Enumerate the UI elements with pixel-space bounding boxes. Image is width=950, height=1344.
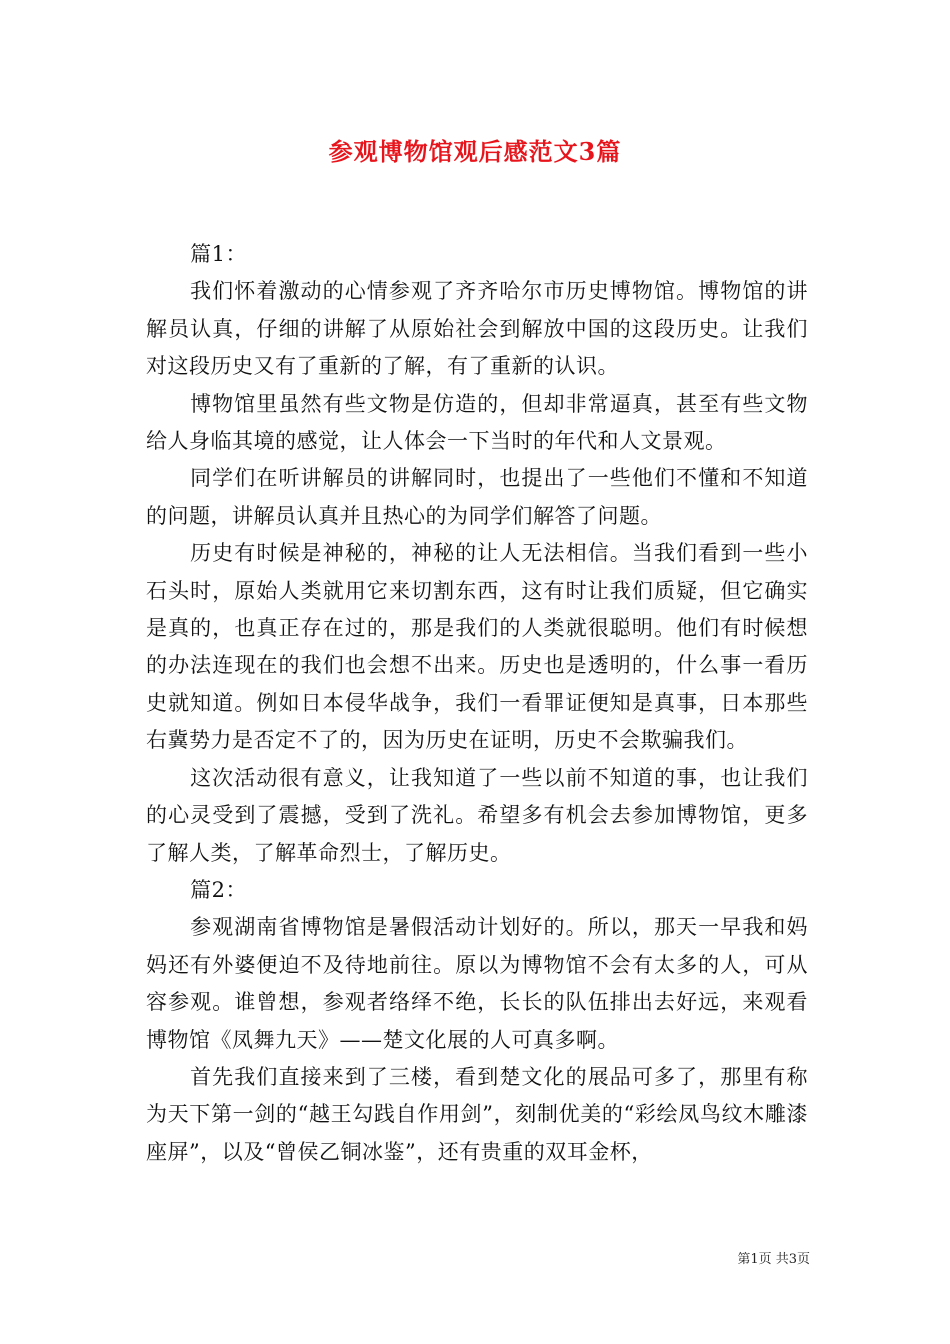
paragraph: 博物馆里虽然有些文物是仿造的，但却非常逼真，甚至有些文物给人身临其境的感觉，让人体会一下当时的年代和人文景观。: [146, 391, 808, 454]
paragraph: 这次活动很有意义，让我知道了一些以前不知道的事，也让我们的心灵受到了震撼，受到了洗礼。希望多有机会去参加博物馆，更多了解人类，了解革命烈士，了解历史。: [146, 765, 808, 865]
paragraph: 我们怀着激动的心情参观了齐齐哈尔市历史博物馆。博物馆的讲解员认真，仔细的讲解了从原始社会到解放中国的这段历史。让我们对这段历史又有了重新的了解，有了重新的认识。: [146, 279, 808, 379]
section-heading-2: 篇2：: [190, 877, 247, 902]
paragraph: 首先我们直接来到了三楼，看到楚文化的展品可多了，那里有称为天下第一剑的“越王勾践自作用剑”，刻制优美的“彩绘凤鸟纹木雕漆座屏”，以及“曾侯乙铜冰鉴”，还有贵重的双耳金杯，: [146, 1064, 808, 1164]
document-body: [146, 236, 808, 1171]
page-footer: 第1页 共3页: [737, 1252, 810, 1267]
paragraph: 同学们在听讲解员的讲解同时，也提出了一些他们不懂和不知道的问题，讲解员认真并且热心的为同学们解答了问题。: [146, 466, 808, 528]
paragraph: 参观湖南省博物馆是暑假活动计划好的。所以，那天一早我和妈妈还有外婆便迫不及待地前往。原以为博物馆不会有太多的人，可从容参观。谁曾想，参观者络绎不绝，长长的队伍排出去好远，来观看博物馆《凤舞九天》——楚文化展的人可真多啊。: [146, 915, 808, 1052]
paragraph: 历史有时候是神秘的，神秘的让人无法相信。当我们看到一些小石头时，原始人类就用它来切割东西，这有时让我们质疑，但它确实是真的，也真正存在过的，那是我们的人类就很聪明。他们有时候想的办法连现在的我们也会想不出来。历史也是透明的，什么事一看历史就知道。例如日本侵华战争，我们一看罪证便知是真事，日本那些右冀势力是否定不了的，因为历史在证明，历史不会欺骗我们。: [146, 541, 808, 753]
section-heading-1: 篇1：: [190, 242, 247, 266]
document-title: 参观博物馆观后感范文3篇: [328, 137, 622, 166]
